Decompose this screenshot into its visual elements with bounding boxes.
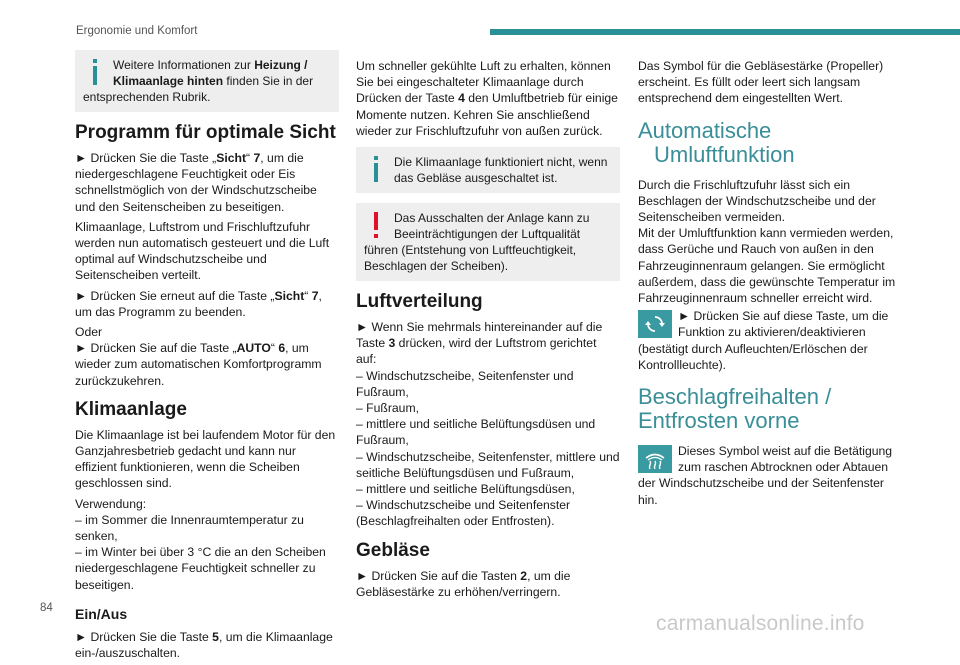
column-2 (356, 58, 620, 604)
heading-luftverteilung: Luftverteilung (356, 291, 483, 313)
info-note-heizung: Weitere Informationen zur Heizung / Klimaanlage hinten finden Sie in der entsprechenden Rubrik. (75, 50, 339, 112)
list-item: – im Sommer die Innenraumtemperatur zu senken, (75, 512, 304, 544)
paragraph: Die Klimaanlage ist bei laufendem Motor für den Ganzjahresbetrieb gedacht und kann nur effizient funktionieren, wenn die Scheiben geschlossen sind. (75, 427, 336, 491)
paragraph: ► Drücken Sie erneut auf die Taste „Sicht“ 7, um das Programm zu beenden. (75, 288, 322, 319)
paragraph: Das Symbol für die Gebläsestärke (Propeller) erscheint. Es füllt oder leert sich langsam entsprechend dem eingestellten Wert. (638, 59, 884, 106)
header-accent-bar (490, 29, 960, 35)
list-item: – mittlere und seitliche Belüftungsdüsen und Fußraum, (356, 417, 596, 448)
paragraph: ► Drücken Sie die Taste 5, um die Klimaanlage ein-/auszuschalten. (75, 629, 333, 661)
list-item: – Windschutzscheibe und Seitenfenster (Beschlagfreihalten oder Entfrosten). (356, 498, 571, 529)
header-title: Ergonomie und Komfort (76, 25, 198, 37)
paragraph: ► Drücken Sie die Taste „Sicht“ 7, um die niedergeschlagene Feuchtigkeit oder Eis schnellstmöglich von der Windschutzscheibe und den Seitenscheiben zu beseitigen. (75, 151, 317, 214)
list-item: – Windschutzscheibe, Seitenfenster, mittlere und seitliche Belüftungsdüsen und Fußraum, (356, 449, 620, 480)
paragraph: Oder (75, 325, 103, 340)
info-note-geblaese: Die Klimaanlage funktioniert nicht, wenn das Gebläse ausgeschaltet ist. (356, 147, 620, 193)
warning-note-luftqualitaet: Das Ausschalten der Anlage kann zu Beeinträchtigungen der Luftqualität führen (Entstehung von Luftfeuchtigkeit, Beschlagen der Scheiben). (356, 203, 620, 281)
list-item: – mittlere und seitliche Belüftungsdüsen, (356, 482, 575, 497)
column-3 (638, 58, 902, 508)
heading-automatische-umluftfunktion: Automatische Umluftfunktion (638, 117, 795, 167)
page-number: 84 (40, 602, 53, 614)
paragraph: ► Drücken Sie auf die Taste „AUTO“ 6, um wieder zum automatischen Komfortprogramm zurückzukehren. (75, 341, 322, 388)
paragraph: Um schneller gekühlte Luft zu erhalten, können Sie bei eingeschalteter Klimaanlage durch Drücken der Taste 4 den Umluftbetrieb für einige Momente nutzen. Kehren Sie anschließend wieder zur Frischluftzufuhr von außen zurück. (356, 59, 618, 138)
paragraph: Klimaanlage, Luftstrom und Frischluftzufuhr werden nun automatisch gesteuert und die Luft optimal auf Windschutzscheibe und Seitenscheiben verteilt. (75, 219, 330, 283)
info-icon (368, 156, 384, 182)
list-item: – Fußraum, (356, 401, 419, 416)
warning-icon (368, 212, 384, 238)
heading-klimaanlage: Klimaanlage (75, 398, 187, 420)
list-item: – Windschutzscheibe, Seitenfenster und Fußraum, (356, 368, 574, 399)
heading-beschlagfreihalten: Beschlagfreihalten / Entfrosten vorne (638, 384, 832, 434)
watermark: carmanualsonline.info (656, 612, 865, 635)
paragraph: Durch die Frischluftzufuhr lässt sich ein Beschlagen der Windschutzscheibe und der Seitenscheiben vermeiden. (638, 177, 876, 225)
heading-programm-sicht: Programm für optimale Sicht (75, 122, 336, 143)
paragraph: Verwendung: (75, 496, 147, 511)
heading-geblaese: Gebläse (356, 539, 430, 561)
heading-ein-aus: Ein/Aus (75, 605, 128, 622)
paragraph: ► Drücken Sie auf die Tasten 2, um die Gebläsestärke zu erhöhen/verringern. (356, 568, 571, 599)
front-defrost-icon (638, 445, 672, 473)
paragraph: Mit der Umluftfunktion kann vermieden werden, dass Gerüche und Rauch von außen in den Fahrzeuginnenraum gelangen. Sie ermöglicht außerdem, dass die gewünschte Temperatur im Fahrzeuginnenraum schneller erreicht wird. (638, 226, 896, 306)
info-icon (87, 59, 103, 85)
column-1 (75, 50, 339, 665)
recirculation-icon (638, 310, 672, 338)
paragraph: ► Wenn Sie mehrmals hintereinander auf die Taste 3 drücken, wird der Luftstrom gerichtet auf: (356, 320, 603, 367)
recirculation-instruction: ► Drücken Sie auf diese Taste, um die Funktion zu aktivieren/deaktivieren (bestätigt durch Aufleuchten/Erlöschen der Kontrollleuchte). (638, 309, 889, 372)
list-item: – im Winter bei über 3 °C die an den Scheiben niedergeschlagene Feuchtigkeit schneller zu beseitigen. (75, 545, 326, 592)
defrost-instruction: Dieses Symbol weist auf die Betätigung zum raschen Abtrocknen oder Abtauen der Windschutzscheibe und der Seitenfenster hin. (638, 444, 893, 507)
